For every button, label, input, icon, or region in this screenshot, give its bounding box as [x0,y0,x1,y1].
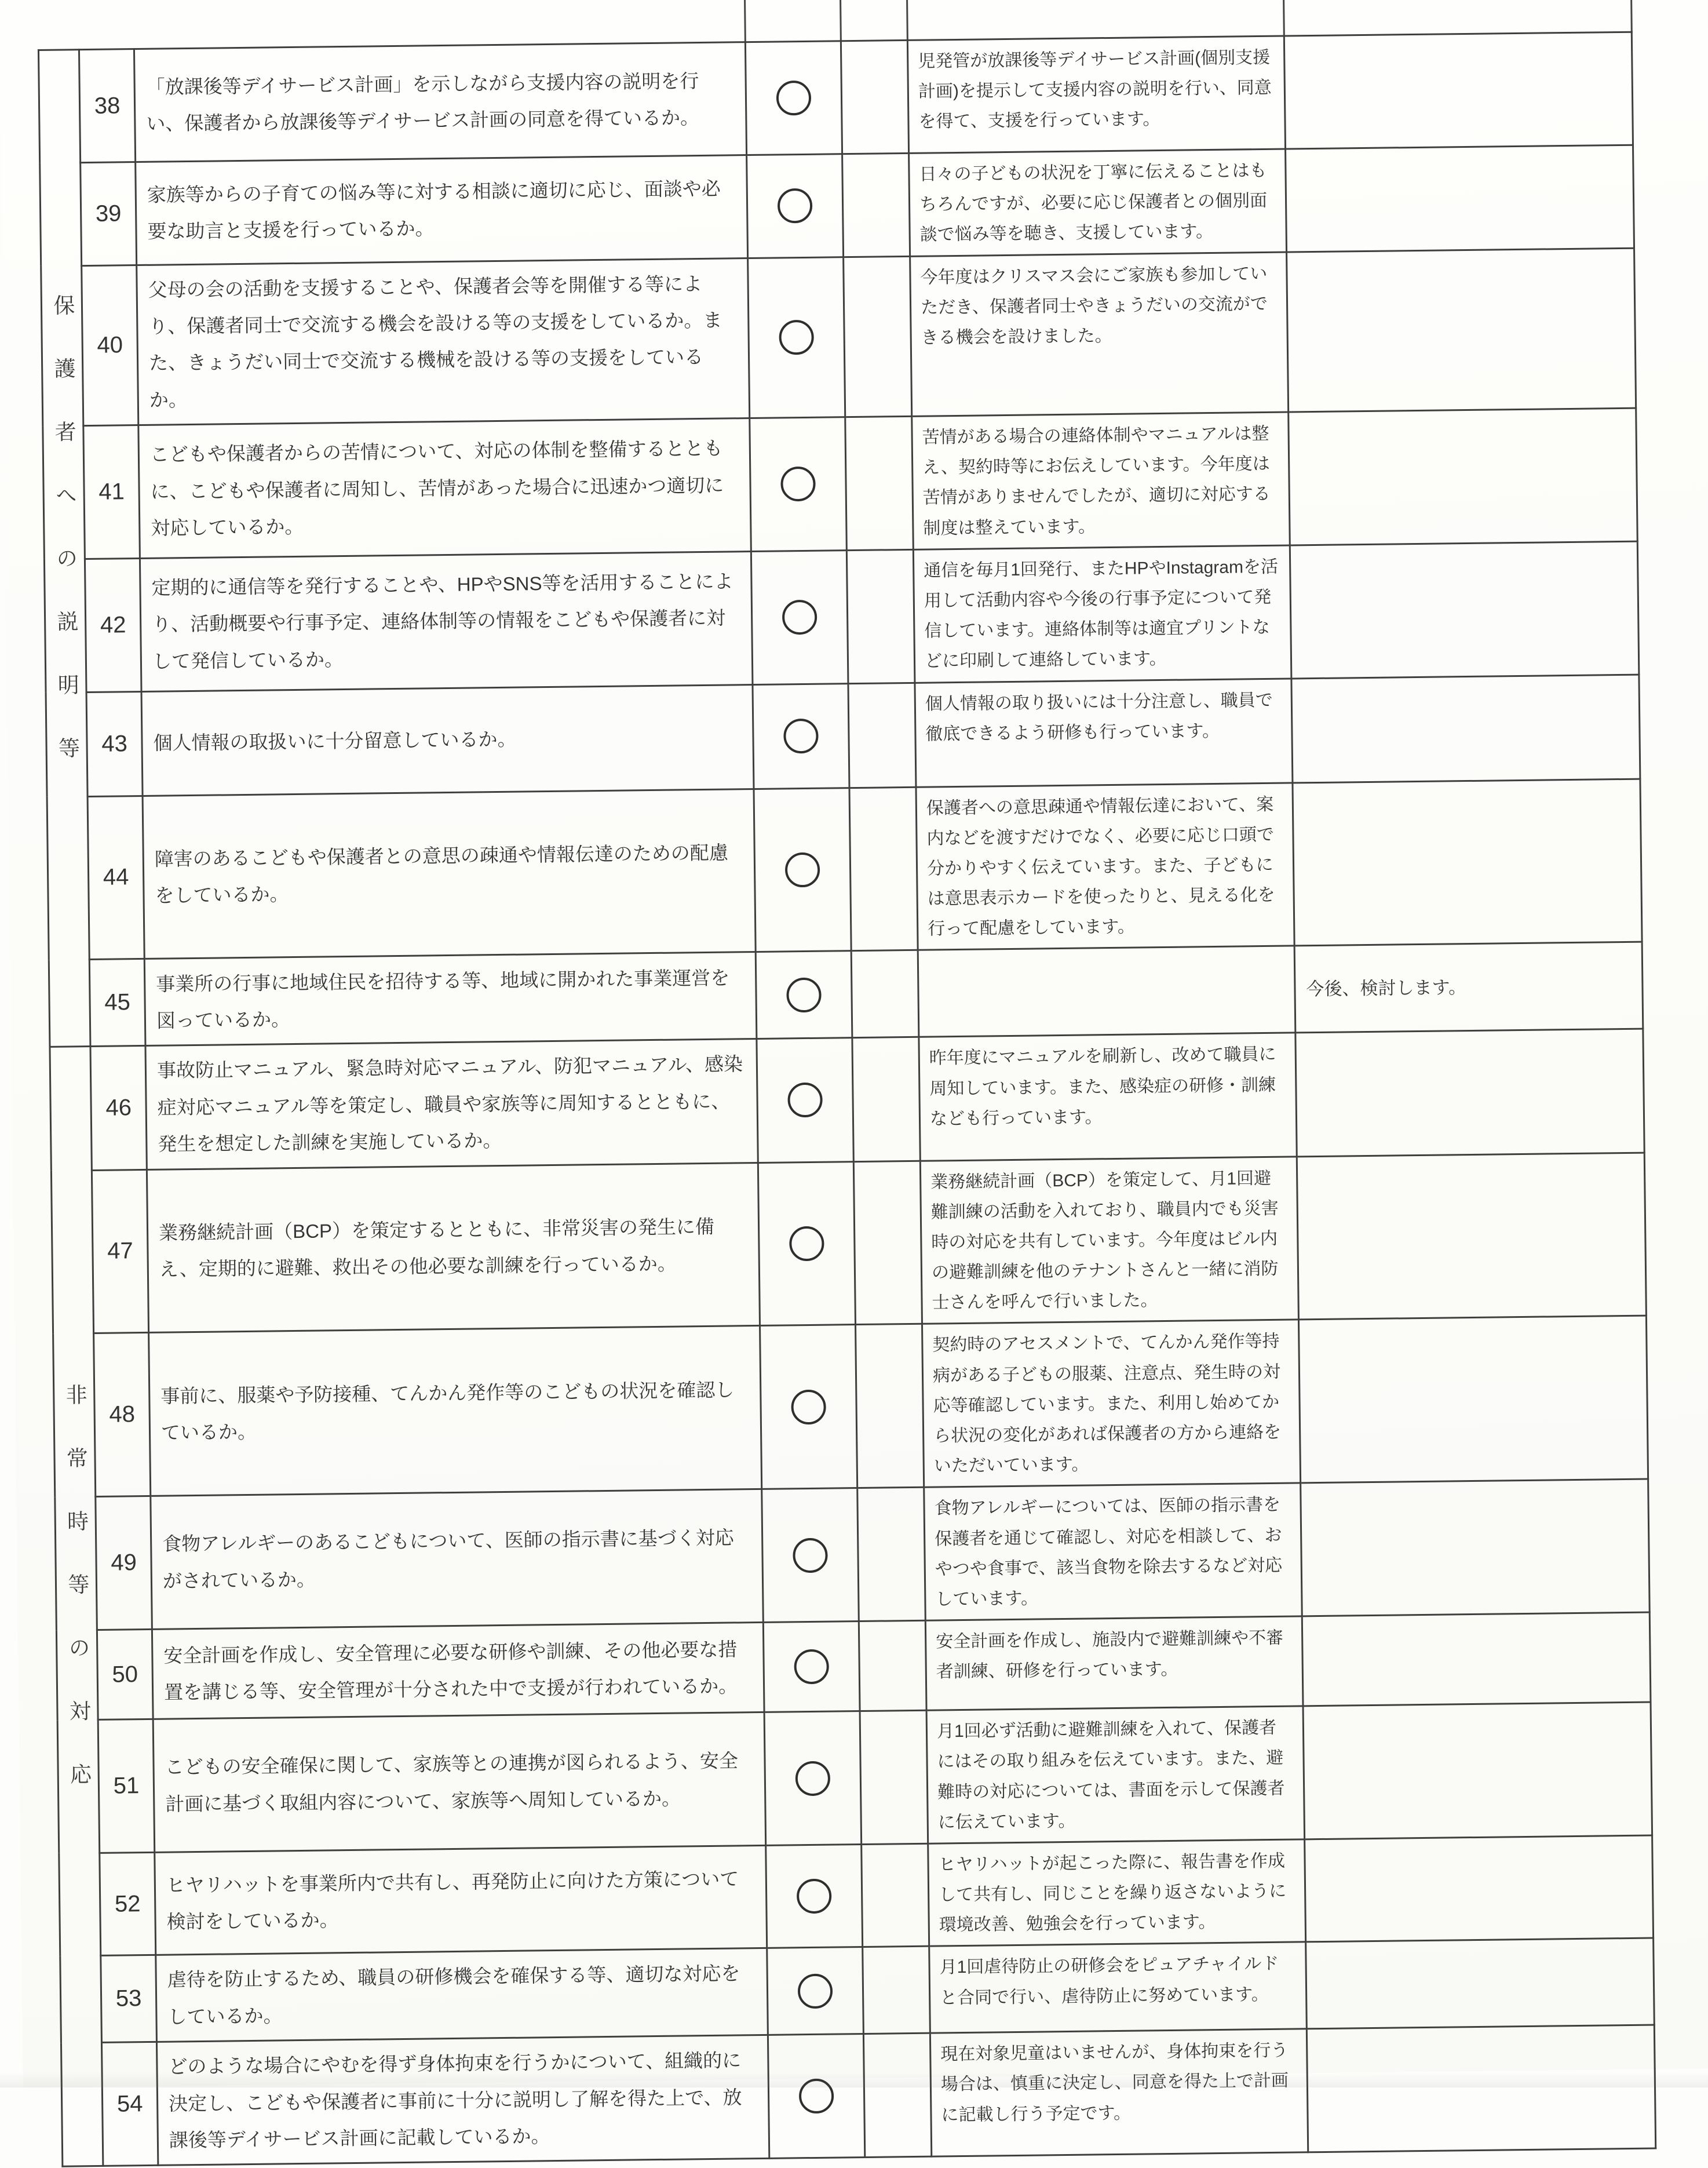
table-row [38,32,1633,163]
question-cell [155,1845,767,1955]
yes-check-circle-icon [797,1879,832,1914]
note-cell [1303,1702,1652,1839]
yes-check-cell [763,1622,860,1712]
no-check-cell [845,416,914,550]
table-row [47,779,1642,960]
no-check-cell [844,256,912,417]
response-text: 保護者への意思疎通や情報伝達において、案内などを渡すだけでなく、必要に応じ口頭で分かりやすく伝えています。また、子どもには意思表示カードを使ったりと、見える化を行って配慮をしています。 [926,789,1284,945]
response-text: 通信を毎月1回発行、またHPやInstagramを活用して活動内容や今後の行事予定について発信しています。連絡体制等は適宜プリントなどに印刷して連絡しています。 [924,552,1281,677]
question-text: 虐待を防止するため、職員の研修機会を確保する等、適切な対応をしているか。 [167,1955,755,2035]
item-number: 48 [94,1333,151,1497]
no-check-cell [859,1620,926,1711]
yes-check-cell [764,1711,862,1846]
column-line-stub [1630,0,1633,33]
item-number: 53 [101,1955,157,2043]
yes-check-circle-icon [786,978,822,1013]
no-check-cell [857,1488,926,1622]
response-text: ヒヤリハットが起こった際に、報告書を作成して共有し、同じことを繰り返さないように環境改善、勉強会を行っています。 [938,1846,1295,1941]
question-cell [153,1712,766,1853]
note-cell [1291,675,1640,783]
question-text: どのような場合にやむを得ず身体拘束を行うかについて、組織的に決定し、こどもや保護者に事前に十分に説明し了解を得た上で、放課後等デイサービス計画に記載しているか。 [168,2042,757,2159]
table-row [43,408,1637,559]
note-cell [1306,2025,1655,2152]
note-cell [1284,32,1633,149]
response-cell [925,1616,1303,1710]
yes-check-cell [750,417,847,552]
question-cell [136,155,748,265]
yes-check-cell [748,257,845,418]
question-text: 食物アレルギーのあるこどもについて、医師の指示書に基づく対応がされているか。 [162,1520,750,1599]
question-text: 個人情報の取扱いに十分留意しているか。 [153,719,741,762]
item-number: 52 [100,1852,156,1956]
no-check-cell [848,683,916,788]
yes-check-circle-icon [783,719,819,754]
no-check-cell [852,1037,920,1161]
yes-check-circle-icon [778,188,813,224]
note-cell [1290,541,1639,679]
yes-check-cell [747,154,844,258]
response-text: 児発管が放課後等デイサービス計画(個別支援計画)を提示して支援内容の説明を行い、同意を得て、支援を行っています。 [918,43,1275,138]
response-text: 日々の子どもの状況を丁寧に伝えることはもちろんですが、必要に応じ保護者との個別面談で悩み等を聴き、支援しています。 [919,156,1276,251]
note-cell [1298,1316,1648,1484]
note-cell [1295,1029,1644,1157]
table-row [40,145,1634,266]
table-row [56,1612,1651,1720]
yes-check-circle-icon [779,320,814,355]
item-number: 44 [87,796,144,960]
response-text: 今年度はクリスマス会にご家族も参加していただき、保護者同士やきょうだいの交流ができる機会を設けました。 [920,258,1278,354]
question-text: 業務継続計画（BCP）を策定するとともに、非常災害の発生に備え、定期的に避難、救出その他必要な訓練を行っているか。 [159,1208,747,1288]
question-cell [134,42,746,162]
note-cell [1301,1479,1650,1616]
table-row [51,1153,1646,1334]
response-text: 月1回必ず活動に避難訓練を入れて、保護者にはその取り組みを伝えています。また、避難時の対応については、書面を示して保護者に伝えています。 [937,1713,1294,1838]
note-cell [1294,942,1643,1033]
response-cell [916,782,1294,950]
question-cell [137,258,750,425]
response-cell [920,1156,1298,1324]
yes-check-cell [758,1161,855,1326]
question-cell [138,418,751,559]
yes-check-cell [753,683,849,789]
response-text: 昨年度にマニュアルを刷新し、改めて職員に周知しています。また、感染症の研修・訓練なども行っています。 [929,1040,1287,1135]
question-cell [145,1039,758,1169]
yes-check-cell [756,951,852,1039]
question-cell [152,1623,764,1719]
yes-check-cell [757,1038,853,1163]
yes-check-cell [760,1325,857,1489]
no-check-cell [846,549,915,683]
yes-check-circle-icon [794,1649,829,1685]
note-cell [1302,1612,1651,1706]
yes-check-cell [767,1947,864,2035]
question-cell [147,1163,760,1333]
response-cell [910,252,1289,417]
yes-check-circle-icon [787,1083,823,1118]
yes-check-circle-icon [789,1226,824,1262]
question-text: 事故防止マニュアル、緊急時対応マニュアル、防犯マニュアル、感染症対応マニュアル等を策定し、職員や家族等に周知するとともに、発生を想定した訓練を実施しているか。 [157,1046,746,1163]
table-row [61,2025,1655,2166]
self-evaluation-table [38,31,1656,2167]
note-cell [1305,1835,1654,1942]
response-text: 安全計画を作成し、施設内で避難訓練や不審者訓練、研修を行っています。 [936,1623,1293,1688]
table-row [41,248,1636,427]
column-line-stub [840,0,842,42]
question-text: 事前に、服薬や予防接種、てんかん発作等のこどもの状況を確認しているか。 [160,1371,749,1451]
no-check-cell [851,950,919,1038]
note-cell [1293,779,1642,946]
response-cell [929,1942,1307,2033]
response-cell [924,1483,1302,1620]
column-line-stub [906,0,908,41]
response-cell [915,678,1293,786]
note-cell [1289,408,1638,545]
response-text: 業務継続計画（BCP）を策定して、月1回避難訓練の活動を入れており、職員内でも災害時の対応を共有しています。今年度はビル内の避難訓練を他のテナントさんと一緒に消防士さんを呼んで行いました。 [930,1163,1289,1318]
no-check-cell [853,1161,922,1325]
question-text: ヒヤリハットを事業所内で共有し、再発防止に向けた方策について検討をしているか。 [166,1860,754,1940]
table-row [53,1316,1648,1497]
response-cell [930,2029,1308,2156]
response-text: 月1回虐待防止の研修会をピュアチャイルドと合同で行い、虐待防止に努めています。 [939,1949,1296,2013]
yes-check-cell [766,1844,863,1948]
table-row [50,1029,1644,1171]
response-cell [926,1706,1305,1843]
yes-check-cell [762,1488,859,1623]
category-label: 非常時等の対応 [62,1383,90,1826]
question-text: こどもや保護者からの苦情について、対応の体制を整備するとともに、こどもや保護者に周知し、苦情があった場合に迅速かつ適切に対応しているか。 [150,430,739,547]
question-cell [149,1326,762,1496]
question-cell [144,952,757,1046]
yes-check-cell [745,41,842,155]
question-cell [143,789,756,959]
question-text: 事業所の行事に地域住民を招待する等、地域に開かれた事業運営を図っているか。 [156,959,744,1039]
note-cell [1297,1153,1646,1320]
yes-check-circle-icon [798,1973,833,2009]
item-number: 38 [79,49,135,163]
response-text: 苦情がある場合の連絡体制やマニュアルは整え、契約時等にお伝えしています。今年度は苦情がありませんでしたが、適切に対応する制度は整えています。 [922,419,1279,544]
category-label: 保護者への説明等 [50,294,79,800]
item-number: 46 [90,1046,147,1170]
question-cell [151,1489,764,1630]
note-cell [1306,1938,1655,2029]
item-number: 50 [97,1630,153,1720]
table-row [46,675,1640,797]
no-check-cell [863,1947,930,2034]
item-number: 54 [101,2042,158,2166]
item-number: 51 [98,1719,155,1853]
yes-check-circle-icon [780,467,816,502]
response-cell [907,36,1285,153]
yes-check-circle-icon [776,81,812,116]
item-number: 45 [89,959,145,1047]
note-text: 今後、検討します。 [1306,971,1632,1004]
yes-check-circle-icon [795,1761,831,1796]
response-text: 個人情報の取り扱いには十分注意し、職員で徹底できるよう研修も行っています。 [925,685,1282,749]
note-cell [1287,248,1636,412]
note-cell [1286,145,1634,252]
response-text: 現在対象児童はいませんが、身体拘束を行う場合は、慎重に決定し、同意を得た上で計画に記載し行う予定です。 [940,2036,1298,2131]
table-row [59,1835,1654,1956]
no-check-cell [841,40,908,154]
item-number: 42 [85,558,141,692]
yes-check-cell [754,788,851,952]
yes-check-circle-icon [785,852,820,888]
no-check-cell [863,2033,931,2157]
question-text: 父母の会の活動を支援することや、保護者会等を開催する等により、保護者同士で交流する機会を設ける等の支援をしているか。また、きょうだい同士で交流する機械を設ける等の支援をしているか。 [148,265,737,418]
yes-check-circle-icon [782,600,817,635]
table-row [55,1479,1649,1630]
no-check-cell [856,1324,924,1488]
response-cell [928,1839,1306,1947]
question-cell [141,684,754,796]
question-text: 障害のあるこどもや保護者との意思の疎通や情報伝達のための配慮をしているか。 [154,834,742,914]
question-text: こどもの安全確保に関して、家族等との連携が図られるよう、安全計画に基づく取組内容について、家族等へ周知しているか。 [165,1742,753,1822]
yes-check-cell [751,550,848,684]
yes-check-cell [768,2034,864,2159]
response-text: 食物アレルギーについては、医師の指示書を保護者を通じて確認し、対応を相談して、おやつや食事で、該当食物を除去するなど対応しています。 [934,1490,1291,1615]
question-text: 家族等からの子育ての悩み等に対する相談に適切に応じ、面談や必要な助言と支援を行っているか。 [147,170,735,250]
table-row [44,541,1638,693]
column-line-stub [744,0,746,43]
no-check-cell [860,1710,928,1844]
response-cell [922,1320,1300,1487]
response-cell [913,545,1291,683]
item-number: 40 [82,265,138,425]
no-check-cell [862,1843,929,1947]
yes-check-circle-icon [793,1537,828,1573]
question-text: 安全計画を作成し、安全管理に必要な研修や訓練、その他必要な措置を講じる等、安全管理が十分された中で支援が行われているか。 [163,1631,751,1711]
no-check-cell [849,787,918,951]
question-cell [156,2035,769,2166]
table-row [57,1702,1652,1853]
response-cell [912,412,1290,549]
question-text: 定期的に通信等を発行することや、HPやSNS等を活用することにより、活動概要や行事予定、連絡体制等の情報をこどもや保護者に対して発信しているか。 [151,563,740,680]
item-number: 39 [81,162,137,266]
item-number: 43 [86,691,143,796]
evaluation-table-body [38,32,1655,2166]
response-cell [919,1033,1297,1160]
scan-shadow [0,2072,1708,2087]
question-cell [140,551,753,691]
item-number: 47 [92,1169,148,1333]
item-number: 49 [96,1496,152,1630]
question-text: 「放課後等デイサービス計画」を示しながら支援内容の説明を行い、保護者から放課後等デイサービス計画の同意を得ているか。 [145,62,733,142]
yes-check-circle-icon [791,1390,826,1425]
response-cell [918,946,1295,1037]
no-check-cell [842,153,910,257]
response-text: 契約時のアセスメントで、てんかん発作等持病がある子どもの服薬、注意点、発生時の対応等確認しています。また、利用し始めてから状況の変化があれば保護者の方から連絡をいただいています。 [932,1327,1290,1482]
item-number: 41 [83,425,140,559]
question-cell [156,1948,768,2042]
response-cell [909,149,1287,256]
column-line-stub [1283,0,1285,37]
